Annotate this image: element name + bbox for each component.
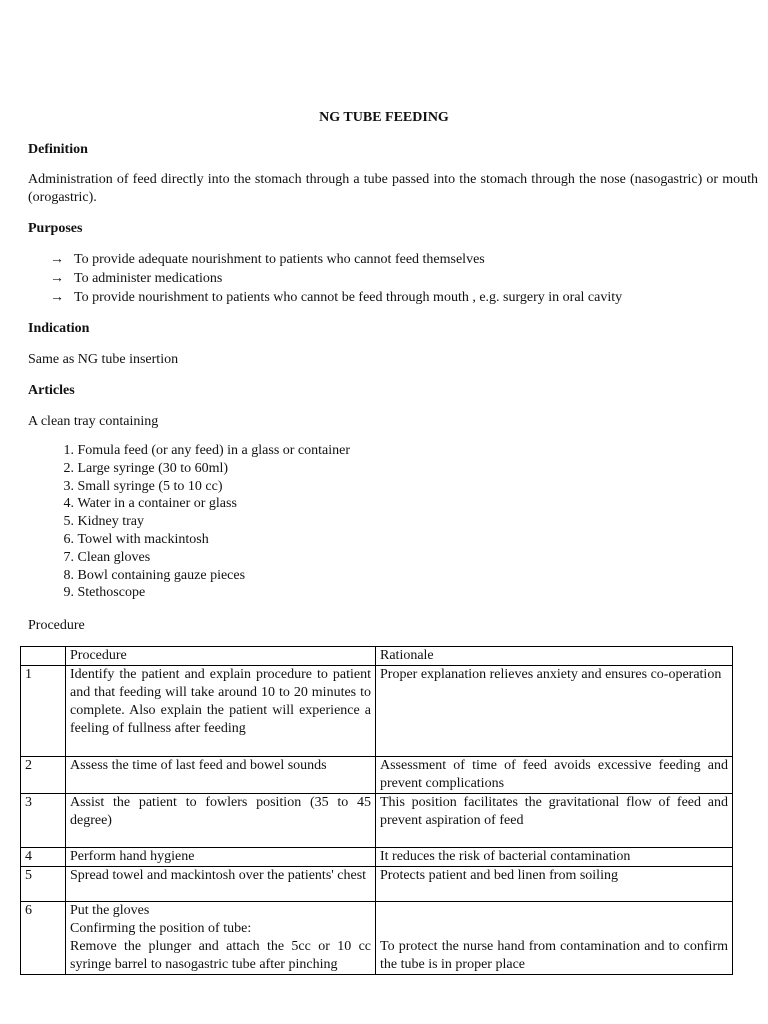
rationale-cell: This position facilitates the gravitational flow of feed and prevent aspiration of feed: [376, 794, 733, 848]
list-item: 7. Clean gloves: [63, 549, 151, 565]
row-number: 4: [21, 848, 66, 867]
list-item: 5. Kidney tray: [63, 514, 144, 530]
definition-text: Administration of feed directly into the stomach through a tube passed into the stomach through the nose (nasogastric) or mouth (orogastric).: [28, 172, 758, 205]
procedure-cell: Perform hand hygiene: [66, 848, 376, 867]
definition-heading: Definition: [28, 142, 88, 157]
purposes-heading: Purposes: [28, 221, 83, 236]
list-item: → To provide adequate nourishment to patients who cannot feed themselves: [50, 252, 485, 267]
row-number: 5: [21, 867, 66, 902]
list-item: 8. Bowl containing gauze pieces: [63, 567, 246, 583]
table-row: [21, 867, 733, 902]
indication-text: Same as NG tube insertion: [28, 352, 179, 367]
list-item: 2. Large syringe (30 to 60ml): [63, 460, 229, 476]
document-title: NG TUBE FEEDING: [319, 110, 449, 125]
articles-intro: A clean tray containing: [28, 414, 159, 429]
procedure-line: Put the gloves: [70, 903, 150, 918]
procedure-label: Procedure: [28, 618, 85, 633]
list-item: 1. Fomula feed (or any feed) in a glass or container: [63, 443, 351, 458]
table-row: [21, 902, 733, 975]
list-item: 6. Towel with mackintosh: [63, 531, 209, 547]
rationale-cell: Proper explanation relieves anxiety and ensures co-operation: [376, 666, 733, 757]
purposes-list: [50, 250, 622, 307]
row-number: 1: [21, 666, 66, 757]
rationale-text: To protect the nurse hand from contamination and to confirm the tube is in proper place: [380, 939, 728, 972]
row-number: 3: [21, 794, 66, 848]
header-cell-number: [21, 647, 66, 666]
procedure-line: Remove the plunger and attach the 5cc or 10 cc syringe barrel to nasogastric tube after pinching: [70, 939, 371, 972]
procedure-cell: Identify the patient and explain procedure to patient and that feeding will take around 10 to 20 minutes to complete. Also explain the patient will experience a feeling of fullness after feeding: [66, 666, 376, 757]
indication-heading: Indication: [28, 321, 90, 336]
arrow-icon: →: [50, 252, 64, 267]
list-item: → To provide nourishment to patients who cannot be feed through mouth , e.g. surgery in oral cavity: [50, 290, 623, 305]
table-row: [21, 848, 733, 867]
articles-heading: Articles: [28, 383, 75, 398]
rationale-cell: Protects patient and bed linen from soiling: [376, 867, 733, 902]
table-row: [21, 666, 733, 757]
rationale-cell: It reduces the risk of bacterial contamination: [376, 848, 733, 867]
procedure-cell: [66, 902, 376, 975]
procedure-cell: Assist the patient to fowlers position (35 to 45 degree): [66, 794, 376, 848]
procedure-cell: Spread towel and mackintosh over the patients' chest: [66, 867, 376, 902]
list-item: 4. Water in a container or glass: [63, 496, 237, 512]
table-row: [21, 757, 733, 794]
row-number: 6: [21, 902, 66, 975]
cell-spacer: [380, 902, 728, 938]
header-cell-procedure: Procedure: [66, 647, 376, 666]
list-item: → To administer medications: [50, 271, 223, 286]
list-item: 9. Stethoscope: [63, 585, 146, 601]
arrow-icon: →: [50, 290, 64, 305]
procedure-table: [20, 646, 733, 975]
row-number: 2: [21, 757, 66, 794]
list-item: 3. Small syringe (5 to 10 cc): [63, 478, 223, 494]
rationale-cell: Assessment of time of feed avoids excessive feeding and prevent complications: [376, 757, 733, 794]
table-header-row: [21, 647, 733, 666]
rationale-cell: [376, 902, 733, 975]
header-cell-rationale: Rationale: [376, 647, 733, 666]
table-row: [21, 794, 733, 848]
procedure-line: Confirming the position of tube:: [70, 921, 252, 936]
articles-list: [50, 442, 350, 602]
procedure-cell: Assess the time of last feed and bowel sounds: [66, 757, 376, 794]
arrow-icon: →: [50, 271, 64, 286]
